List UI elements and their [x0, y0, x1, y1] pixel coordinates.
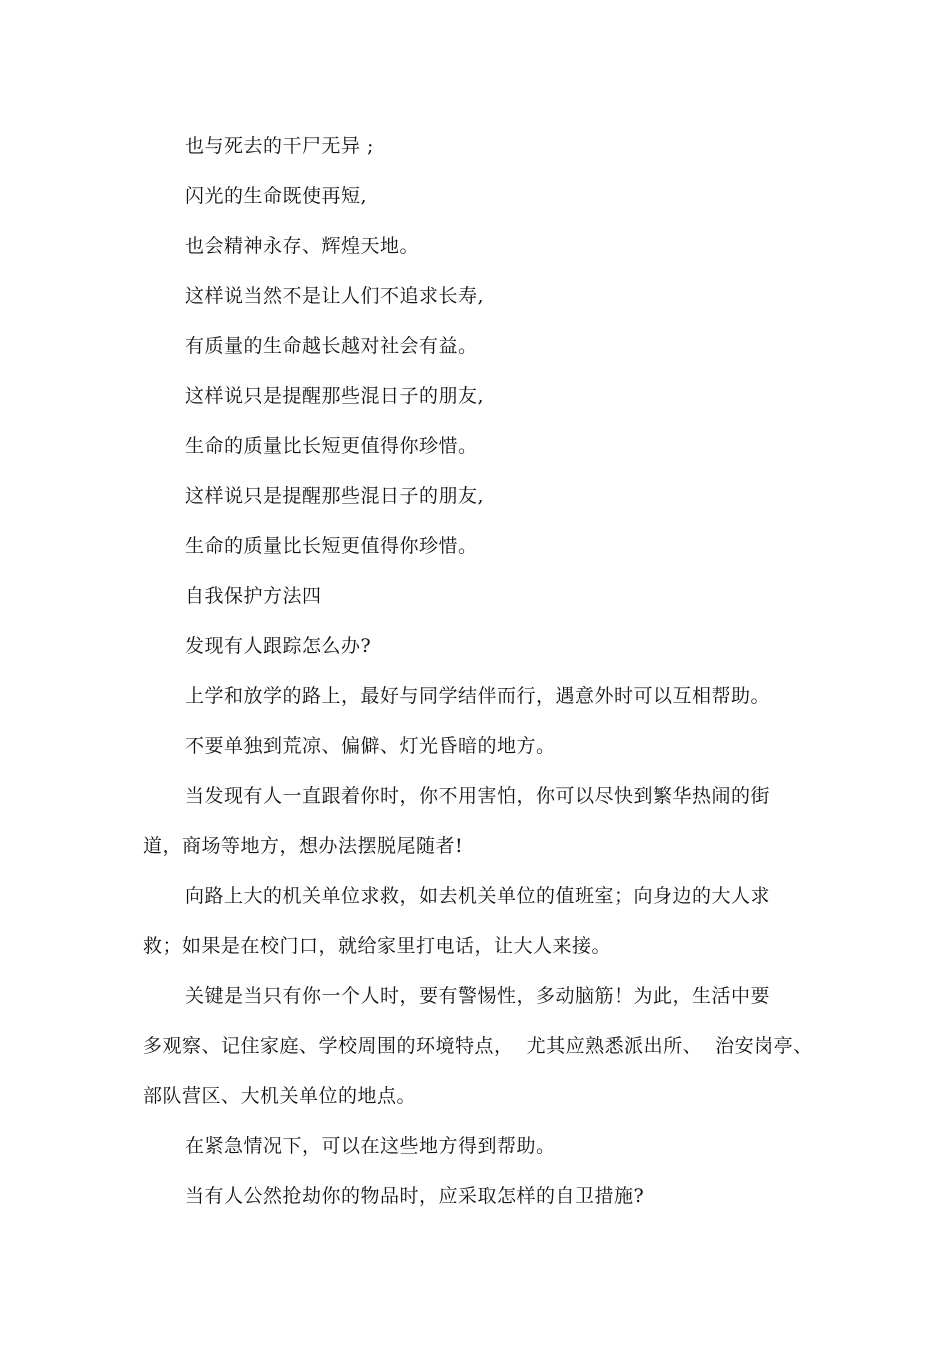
section-heading: 自我保护方法四 [185, 585, 322, 607]
text-line: 闪光的生命既使再短, [185, 185, 368, 207]
text-line: 有质量的生命越长越对社会有益。 [185, 335, 478, 357]
text-line: 关键是当只有你一个人时，要有警惕性，多动脑筋！为此，生活中要 [185, 985, 771, 1007]
text-line: 这样说只是提醒那些混日子的朋友, [185, 385, 485, 407]
text-line: 这样说只是提醒那些混日子的朋友, [185, 485, 485, 507]
text-line-continuation: 部队营区、大机关单位的地点。 [143, 1085, 417, 1107]
text-line: 也与死去的干尸无异 ; [185, 135, 374, 157]
text-line: 也会精神永存、辉煌天地。 [185, 235, 420, 257]
text-line-continuation: 道，商场等地方，想办法摆脱尾随者! [143, 835, 464, 857]
text-line: 这样说当然不是让人们不追求长寿, [185, 285, 485, 307]
text-line: 上学和放学的路上，最好与同学结伴而行，遇意外时可以互相帮助。 [185, 685, 771, 707]
text-line-continuation: 多观察、记住家庭、学校周围的环境特点， 尤其应熟悉派出所、 治安岗亭、 [143, 1035, 813, 1057]
text-line: 向路上大的机关单位求救，如去机关单位的值班室；向身边的大人求 [185, 885, 771, 907]
text-line: 在紧急情况下，可以在这些地方得到帮助。 [185, 1135, 556, 1157]
text-line: 不要单独到荒凉、偏僻、灯光昏暗的地方。 [185, 735, 556, 757]
text-line: 生命的质量比长短更值得你珍惜。 [185, 435, 478, 457]
text-line: 当发现有人一直跟着你时，你不用害怕，你可以尽快到繁华热闹的街 [185, 785, 771, 807]
question-line: 当有人公然抢劫你的物品时，应采取怎样的自卫措施? [185, 1185, 645, 1207]
document-body [143, 121, 813, 1221]
text-line: 生命的质量比长短更值得你珍惜。 [185, 535, 478, 557]
question-line: 发现有人跟踪怎么办? [185, 635, 372, 657]
text-line-continuation: 救；如果是在校门口，就给家里打电话，让大人来接。 [143, 935, 612, 957]
